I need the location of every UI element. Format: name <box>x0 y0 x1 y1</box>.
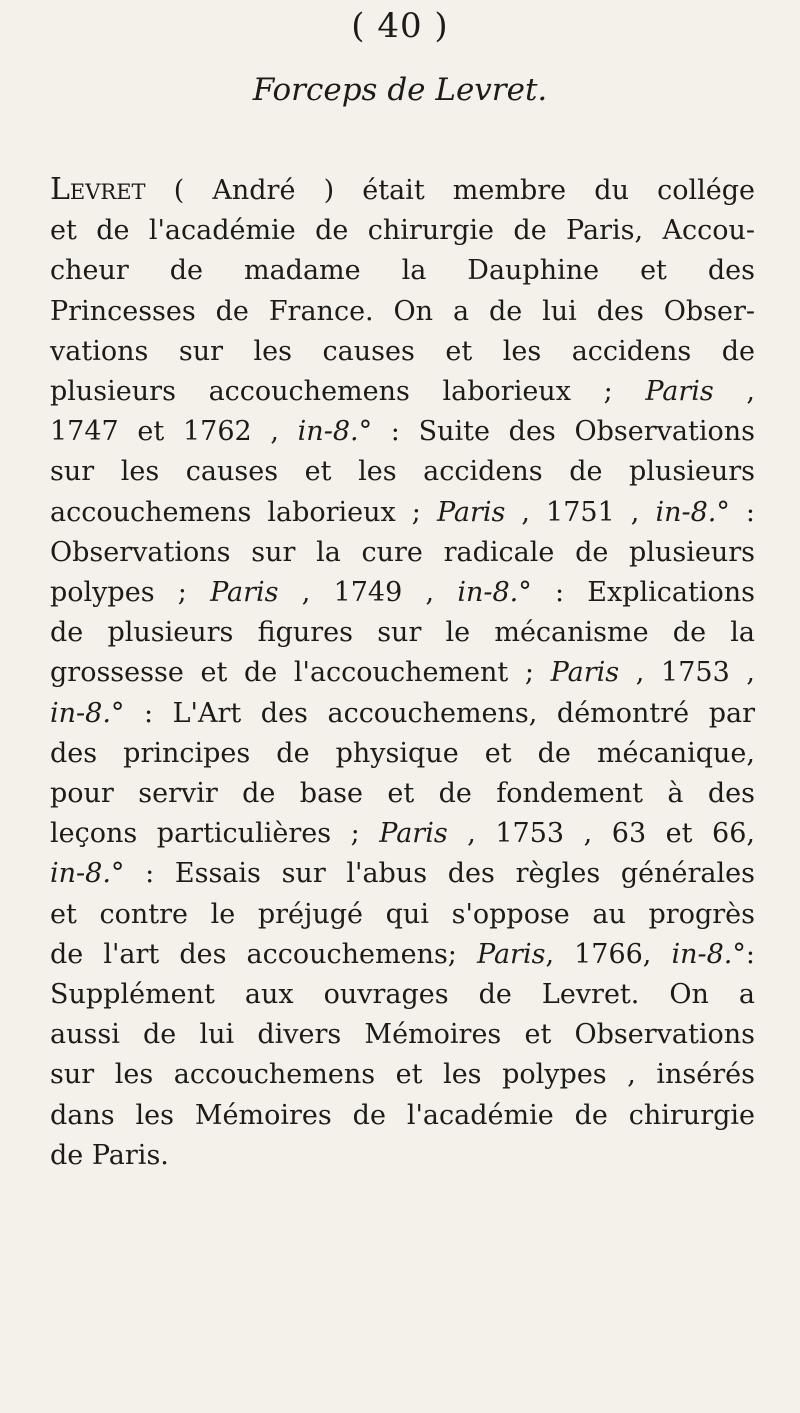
text-line: Supplément aux ouvrages de Levret. On a <box>50 979 755 1011</box>
author-name: Levret <box>50 172 146 207</box>
text-line: Observations sur la cure radicale de plusieurs <box>50 536 755 568</box>
page-number: ( 40 ) <box>351 6 449 46</box>
text-line: aussi de lui divers Mémoires et Observations <box>50 1019 755 1051</box>
text-line: in-8.° : L'Art des accouchemens, démontré par <box>50 697 755 729</box>
text-line: et de l'académie de chirurgie de Paris, Accou- <box>50 215 755 247</box>
text-line: Levret ( André ) était membre du collége <box>50 172 755 207</box>
text-line: leçons particulières ; Paris , 1753 , 63 et 66, <box>50 818 755 850</box>
text-line: plusieurs accouchemens laborieux ; Paris , <box>50 376 755 408</box>
text-line: de Paris. <box>50 1139 169 1171</box>
text-line: et contre le préjugé qui s'oppose au progrès <box>50 898 755 930</box>
text-line: vations sur les causes et les accidens de <box>50 335 755 367</box>
text-line: pour servir de base et de fondement à des <box>50 778 755 810</box>
body-paragraph <box>50 170 755 1176</box>
text-line: Princesses de France. On a de lui des Obser- <box>50 295 755 327</box>
text-line: sur les causes et les accidens de plusieurs <box>50 456 755 488</box>
text-line: accouchemens laborieux ; Paris , 1751 , in-8.° : <box>50 496 755 528</box>
text-line: sur les accouchemens et les polypes , insérés <box>50 1059 755 1091</box>
text-line: des principes de physique et de mécanique, <box>50 737 755 769</box>
text-line: de l'art des accouchemens; Paris, 1766, in-8.°: <box>50 938 755 970</box>
page-heading: Forceps de Levret. <box>252 72 548 108</box>
text-line: grossesse et de l'accouchement ; Paris , 1753 , <box>50 657 755 689</box>
text-line: cheur de madame la Dauphine et des <box>50 255 755 287</box>
text-line: polypes ; Paris , 1749 , in-8.° : Explications <box>50 577 755 609</box>
text-line: in-8.° : Essais sur l'abus des règles générales <box>50 858 755 890</box>
text-line: dans les Mémoires de l'académie de chirurgie <box>50 1099 755 1131</box>
text-line: 1747 et 1762 , in-8.° : Suite des Observations <box>50 416 755 448</box>
text-line: de plusieurs figures sur le mécanisme de la <box>50 617 755 649</box>
